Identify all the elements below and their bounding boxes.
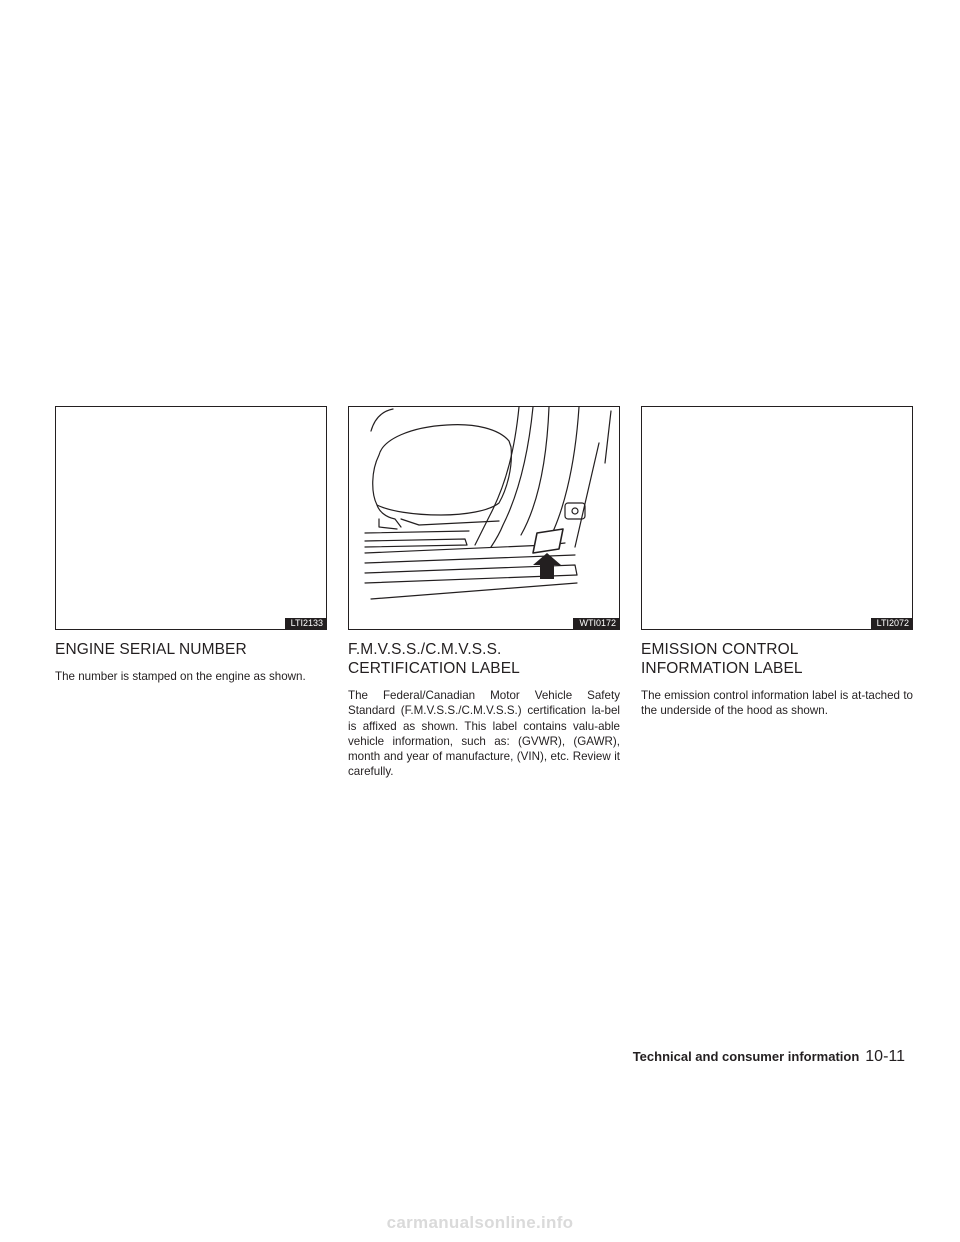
figure-code: LTI2133 bbox=[285, 618, 326, 629]
section-heading: EMISSION CONTROL INFORMATION LABEL bbox=[641, 641, 803, 677]
certification-label bbox=[533, 529, 563, 553]
door-pillar bbox=[475, 407, 519, 545]
seat-outline bbox=[371, 409, 393, 431]
section-heading: F.M.V.S.S./C.M.V.S.S. CERTIFICATION LABEL bbox=[348, 641, 520, 677]
section-body: The number is stamped on the engine as shown. bbox=[55, 670, 306, 683]
figure-door-sill bbox=[348, 406, 620, 630]
column-certification-label bbox=[348, 406, 620, 780]
watermark: carmanualsonline.info bbox=[386, 1213, 574, 1232]
figure-code: WTI0172 bbox=[573, 618, 619, 629]
section-heading: ENGINE SERIAL NUMBER bbox=[55, 641, 247, 658]
page-number: 10-11 bbox=[865, 1048, 905, 1065]
section-body: The Federal/Canadian Motor Vehicle Safety Standard (F.M.V.S.S./C.M.V.S.S.) certification la-bel is affixed as shown. This label contains valu-able vehicle information, such as: (GVWR), (GAWR), month and year of manufacture, (VIN), etc. Review it carefully. bbox=[348, 689, 620, 779]
door-sill bbox=[365, 531, 469, 533]
column-emission-label bbox=[641, 406, 913, 719]
page-footer bbox=[633, 1048, 905, 1066]
door-sill-illustration bbox=[349, 407, 619, 629]
footer-section-title: Technical and consumer information bbox=[632, 1049, 860, 1064]
figure-emission-label bbox=[641, 406, 913, 630]
figure-engine-serial bbox=[55, 406, 327, 630]
column-engine-serial bbox=[55, 406, 327, 684]
figure-code: LTI2072 bbox=[871, 618, 912, 629]
section-body: The emission control information label is at-tached to the underside of the hood as shown. bbox=[641, 689, 913, 718]
